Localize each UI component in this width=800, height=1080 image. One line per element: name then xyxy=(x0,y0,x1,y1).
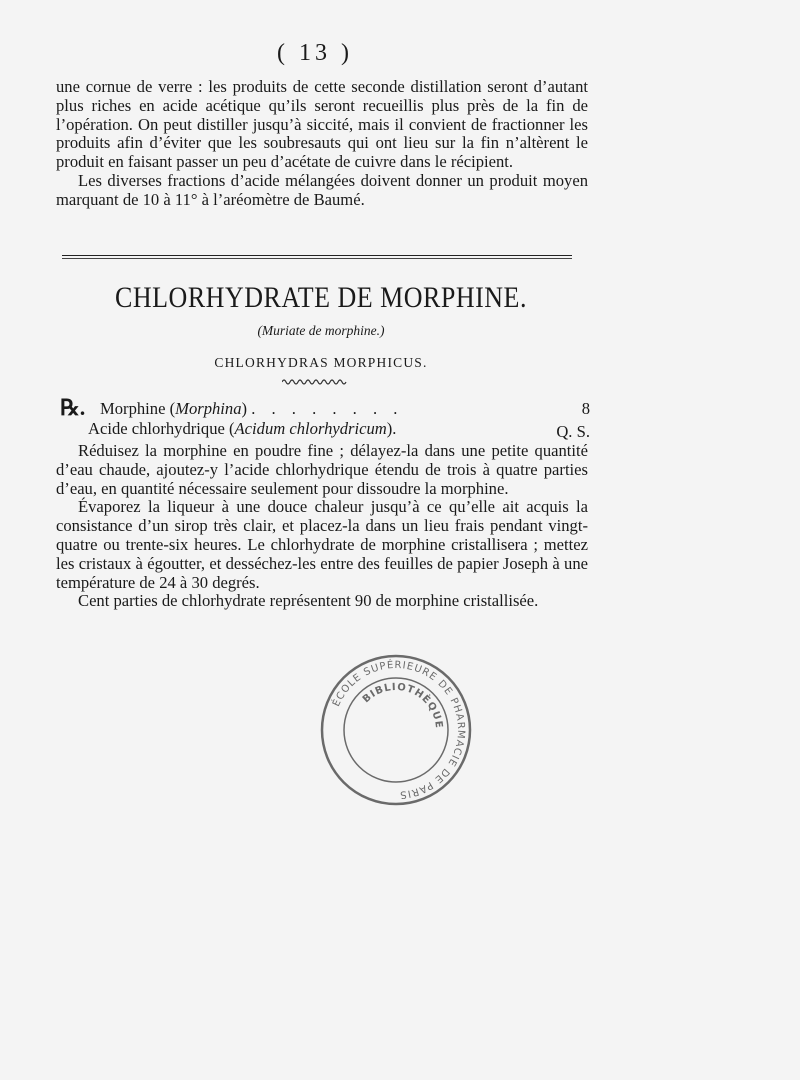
paragraph-yield: Cent parties de chlorhydrate représentent 90 de morphine cristallisée. xyxy=(78,591,539,611)
instructions-block xyxy=(56,442,588,611)
recipe-line xyxy=(58,397,590,419)
paragraph-evaporation: Évaporez la liqueur à une douce chaleur jusqu’à ce qu’elle ait acquis la consistance d’un sirop très clair, et placez-la dans un lieu frais pendant vingt-quatre ou trente-six heures. Le chlorhydrate de morphine cristallisera ; mettez les cristaux à égoutter, et desséchez-les entre des feuilles de papier Joseph à une température de 24 à 30 degrés. xyxy=(56,497,588,592)
recipe-line xyxy=(58,419,590,441)
page-number: ( 13 ) xyxy=(277,40,353,66)
ingredient xyxy=(100,399,403,419)
wave-ornament xyxy=(282,378,348,386)
section-divider xyxy=(62,255,572,259)
svg-text:ÉCOLE SUPÉRIEURE DE PHARMACIE xyxy=(329,658,466,800)
stamp-inner-text: BIBLIOTHÈQUE xyxy=(360,681,445,730)
ingredient-name: Morphine ( xyxy=(100,399,176,418)
ingredient-quantity: 8 xyxy=(581,399,590,418)
ingredient-name: Acide chlorhydrique ( xyxy=(88,419,235,438)
section-subtitle: (Muriate de morphine.) xyxy=(257,323,385,338)
ingredient-latin: Acidum chlorhydricum xyxy=(234,419,387,438)
library-stamp xyxy=(316,650,476,810)
ingredient-close: ). xyxy=(386,419,397,438)
paragraph-distillation: une cornue de verre : les produits de cette seconde distillation seront d’autant plus riches en acide acétique qu’ils seront recueillis plus près de la fin de l’opération. On peut distiller jusqu’à siccité, mais il convient de fractionner les produits afin d’éviter que les soubresauts qui ont lieu sur la fin n’altèrent le produit en faisant passer un peu d’acétate de cuivre dans le récipient. xyxy=(56,77,588,172)
recipe-symbol: ℞. xyxy=(60,395,86,420)
ingredient-quantity: Q. S. xyxy=(556,422,590,441)
leader-dots: . . . . . . . . xyxy=(251,399,404,418)
ingredient-close: ) xyxy=(241,399,248,418)
ingredient-latin: Morphina xyxy=(175,399,242,418)
section-title: CHLORHYDRATE DE MORPHINE. xyxy=(115,280,527,315)
stamp-outer-text: ÉCOLE SUPÉRIEURE DE PHARMACIE DE PARIS xyxy=(330,659,467,800)
ingredient xyxy=(88,419,396,439)
top-text-block xyxy=(56,78,588,210)
section-latin-name: CHLORHYDRAS MORPHICUS. xyxy=(214,355,428,370)
paragraph-fractions: Les diverses fractions d’acide mélangées doivent donner un produit moyen marquant de 10 à 11° à l’aréomètre de Baumé. xyxy=(56,170,588,209)
recipe xyxy=(58,397,590,441)
paragraph-preparation: Réduisez la morphine en poudre fine ; délayez-la dans une petite quantité d’eau chaude, ajoutez-y l’acide chlorhydrique étendu de trois à quatre parties d’eau, en quantité nécessaire seulement pour dissoudre la morphine. xyxy=(56,441,588,498)
